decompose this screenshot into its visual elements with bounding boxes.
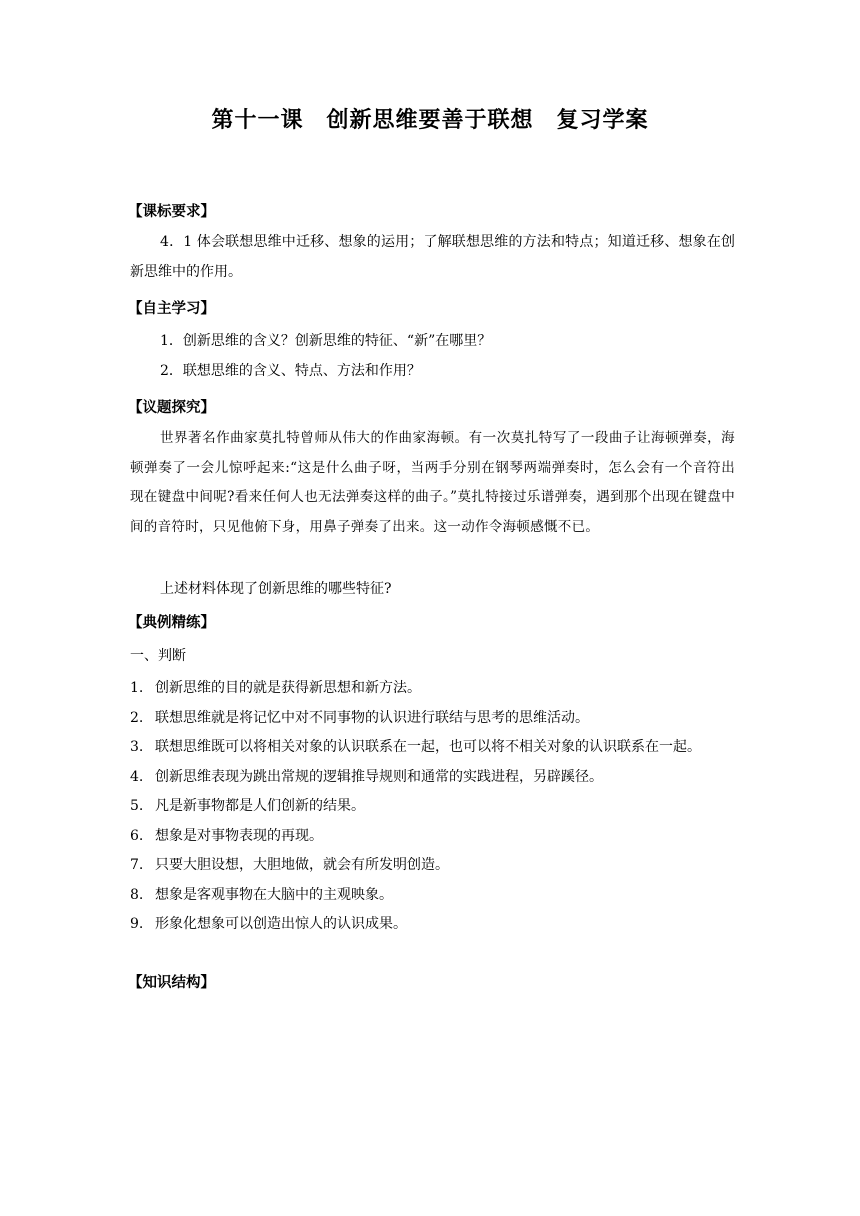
list-item: [130, 674, 701, 704]
item-text: 想象是客观事物在大脑中的主观映象。: [155, 886, 393, 903]
item-text: 想象是对事物表现的再现。: [155, 827, 323, 844]
item-number: 9.: [130, 916, 144, 932]
section-heading-self-study: 【自主学习】: [128, 301, 215, 317]
list-item: [130, 792, 701, 822]
page-title: 第十一课 创新思维要善于联想 复习学案: [211, 108, 649, 133]
item-number: 5.: [130, 798, 144, 814]
examples-subheading: 一、判断: [130, 648, 186, 664]
item-number: 6.: [130, 827, 144, 844]
list-item: [130, 851, 701, 881]
item-text: 创新思维表现为跳出常规的逻辑推导规则和通常的实践进程，另辟蹊径。: [155, 768, 603, 785]
item-number: 8.: [130, 886, 144, 903]
list-item: [130, 822, 701, 852]
standards-text: 4．1 体会联想思维中迁移、想象的运用；了解联想思维的方法和特点；知道迁移、想象在创新思维中的作用。: [130, 234, 735, 280]
item-text: 形象化想象可以创造出惊人的认识成果。: [155, 916, 407, 932]
inquiry-question: 上述材料体现了创新思维的哪些特征?: [160, 581, 392, 597]
item-number: 1.: [130, 680, 144, 696]
list-item: [130, 704, 701, 734]
section-heading-structure: 【知识结构】: [128, 975, 215, 991]
item-text: 联想思维就是将记忆中对不同事物的认识进行联结与思考的思维活动。: [155, 709, 589, 726]
section-heading-examples: 【典例精练】: [128, 615, 215, 631]
judgement-list: [130, 674, 701, 940]
list-item: [130, 910, 701, 940]
section-heading-standards: 【课标要求】: [128, 204, 215, 220]
item-text: 创新思维的目的就是获得新思想和新方法。: [155, 680, 421, 696]
item-number: 3.: [130, 739, 144, 755]
item-number: 2.: [130, 709, 144, 726]
self-study-item: 1．创新思维的含义？创新思维的特征、“新”在哪里？: [160, 333, 492, 349]
inquiry-story: 世界著名作曲家莫扎特曾师从伟大的作曲家海顿。有一次莫扎特写了一段曲子让海顿弹奏，海顿弹奏了一会儿惊呼起来:“这是什么曲子呀，当两手分别在钢琴两端弹奏时，怎么会有一个音符出现在键盘中间呢?看来任何人也无法弹奏这样的曲子。”莫扎特接过乐谱弹奏，遇到那个出现在键盘中间的音符时，只见他俯下身，用鼻子弹奏了出来。这一动作令海顿感慨不已。: [130, 430, 735, 535]
item-text: 凡是新事物都是人们创新的结果。: [155, 798, 365, 814]
item-number: 4.: [130, 768, 144, 785]
list-item: [130, 881, 701, 911]
list-item: [130, 733, 701, 763]
section-heading-inquiry: 【议题探究】: [128, 400, 215, 416]
item-text: 只要大胆设想，大胆地做，就会有所发明创造。: [155, 857, 449, 873]
item-text: 联想思维既可以将相关对象的认识联系在一起，也可以将不相关对象的认识联系在一起。: [155, 739, 701, 755]
list-item: [130, 763, 701, 793]
self-study-item: 2．联想思维的含义、特点、方法和作用？: [160, 363, 421, 379]
item-number: 7.: [130, 857, 144, 873]
